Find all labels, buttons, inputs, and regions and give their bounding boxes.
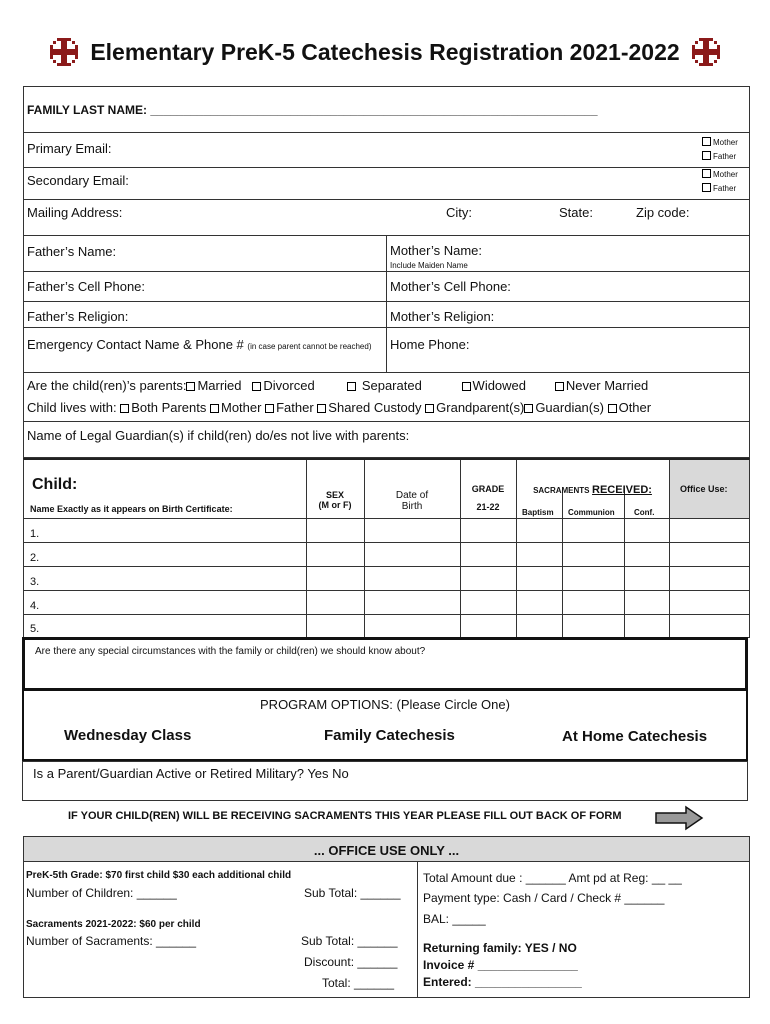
option-label: Father: [713, 152, 737, 161]
secondary-email-field[interactable]: Secondary Email:: [27, 173, 129, 188]
page-title: Elementary PreK-5 Catechesis Registration 2021-2022: [90, 38, 680, 65]
total-due-field[interactable]: Total Amount due : ______ Amt pd at Reg: __ __: [423, 871, 682, 885]
sub-total-2-field[interactable]: Sub Total: ______: [301, 934, 398, 948]
checkbox-icon[interactable]: [265, 404, 274, 413]
checkbox-icon: [702, 137, 711, 146]
mailing-address-field[interactable]: Mailing Address:: [27, 205, 123, 220]
mothers-cell-field[interactable]: Mother’s Cell Phone:: [390, 279, 511, 294]
program-at-home-catechesis[interactable]: At Home Catechesis: [562, 728, 708, 745]
special-circumstances-label: Are there any special circumstances with the family or child(ren) we should know about?: [35, 646, 426, 657]
title-bar: [0, 34, 770, 70]
checkbox-icon[interactable]: [252, 382, 261, 391]
lives-with-row: [27, 400, 651, 415]
baptism-header: Baptism: [522, 508, 554, 517]
checkbox-icon[interactable]: [317, 404, 326, 413]
option-label: Father: [713, 184, 737, 193]
entered-field[interactable]: Entered: ________________: [423, 975, 582, 989]
sex-sub-label: (M or F): [318, 500, 352, 510]
child-row-2[interactable]: 2.: [30, 552, 40, 564]
office-use-header-bar: [24, 837, 749, 862]
fathers-cell-field[interactable]: Father’s Cell Phone:: [27, 279, 146, 294]
primary-email-father-option[interactable]: [702, 151, 736, 161]
office-use-title: ... OFFICE USE ONLY ...: [313, 843, 460, 858]
program-wednesday-class[interactable]: Wednesday Class: [64, 727, 192, 744]
num-children-field[interactable]: Number of Children: ______: [26, 886, 177, 900]
office-use-section: [23, 836, 750, 998]
secondary-email-mother-option[interactable]: [702, 169, 738, 179]
secondary-email-father-option[interactable]: [702, 183, 736, 193]
checkbox-icon: [702, 183, 711, 192]
checkbox-icon[interactable]: [555, 382, 564, 391]
jerusalem-cross-icon: [690, 36, 722, 68]
grade-header: [460, 484, 516, 512]
sub-total-1-field[interactable]: Sub Total: ______: [304, 886, 401, 900]
checkbox-icon[interactable]: [347, 382, 356, 391]
grade-fee: PreK-5th Grade: $70 first child $30 each additional child: [26, 870, 292, 881]
received-label: RECEIVED:: [592, 484, 652, 496]
jerusalem-cross-icon: [48, 36, 80, 68]
legal-guardian-field[interactable]: Name of Legal Guardian(s) if child(ren) do/es not live with parents:: [27, 428, 410, 443]
mothers-religion-field[interactable]: Mother’s Religion:: [390, 309, 495, 324]
dob-label: Date of: [395, 490, 429, 501]
option-label: Mother: [713, 170, 738, 179]
emergency-contact-field[interactable]: [27, 337, 371, 352]
sacraments-fee: Sacraments 2021-2022: $60 per child: [26, 919, 201, 930]
right-arrow-icon: [654, 805, 704, 831]
option-never-married: Never Married: [565, 378, 649, 393]
sacraments-header: [516, 484, 669, 496]
option-divorced: Divorced: [263, 378, 315, 393]
communion-header: Communion: [568, 508, 615, 517]
lives-with-label: Child lives with:: [27, 400, 117, 415]
parents-status-label: Are the child(ren)’s parents:: [27, 378, 187, 393]
sacraments-label: SACRAMENTS: [533, 486, 590, 495]
program-options-section: [22, 691, 748, 761]
city-field[interactable]: City:: [446, 205, 472, 220]
special-circumstances-box[interactable]: [22, 637, 748, 691]
family-last-name-field[interactable]: FAMILY LAST NAME: ___________________________________________________________________: [27, 103, 598, 117]
home-phone-field[interactable]: Home Phone:: [390, 337, 470, 352]
option-widowed: Widowed: [472, 378, 527, 393]
military-section: [22, 761, 748, 801]
option-shared-custody: Shared Custody: [328, 400, 422, 415]
grade-label: GRADE: [471, 484, 505, 494]
checkbox-icon[interactable]: [425, 404, 434, 413]
returning-family-field[interactable]: Returning family: YES / NO: [423, 941, 577, 955]
child-row-3[interactable]: 3.: [30, 576, 40, 588]
checkbox-icon[interactable]: [120, 404, 129, 413]
dob-sub-label: Birth: [401, 501, 423, 512]
checkbox-icon: [702, 169, 711, 178]
emergency-contact-label: Emergency Contact Name & Phone #: [27, 337, 244, 352]
primary-email-field[interactable]: Primary Email:: [27, 141, 112, 156]
checkbox-icon[interactable]: [608, 404, 617, 413]
emergency-note: (in case parent cannot be reached): [247, 342, 372, 351]
invoice-field[interactable]: Invoice # _______________: [423, 958, 578, 972]
fathers-religion-field[interactable]: Father’s Religion:: [27, 309, 129, 324]
primary-email-mother-option[interactable]: [702, 137, 738, 147]
option-guardians: Guardian(s): [535, 400, 604, 415]
fathers-name-field[interactable]: Father’s Name:: [27, 244, 117, 259]
option-married: Married: [197, 378, 242, 393]
option-other: Other: [618, 400, 652, 415]
sacraments-notice: IF YOUR CHILD(REN) WILL BE RECEIVING SACRAMENTS THIS YEAR PLEASE FILL OUT BACK OF FORM: [68, 810, 622, 822]
conf-header: Conf.: [634, 508, 655, 517]
office-use-header: Office Use:: [680, 484, 728, 494]
military-question[interactable]: Is a Parent/Guardian Active or Retired Military? Yes No: [33, 766, 349, 781]
child-table: [23, 458, 750, 638]
option-father: Father: [276, 400, 314, 415]
child-name-note: Name Exactly as it appears on Birth Certificate:: [30, 504, 233, 514]
state-field[interactable]: State:: [559, 205, 593, 220]
parents-status-row: [27, 378, 648, 393]
total-field[interactable]: Total: ______: [322, 976, 395, 990]
option-mother: Mother: [221, 400, 262, 415]
option-label: Mother: [713, 138, 738, 147]
program-family-catechesis[interactable]: Family Catechesis: [324, 727, 455, 744]
child-row-1[interactable]: 1.: [30, 528, 40, 540]
checkbox-icon: [702, 151, 711, 160]
maiden-name-note: Include Maiden Name: [390, 261, 468, 270]
payment-type-field[interactable]: Payment type: Cash / Card / Check # ______: [423, 891, 665, 905]
child-header: Child:: [32, 476, 78, 493]
checkbox-icon[interactable]: [186, 382, 195, 391]
checkbox-icon[interactable]: [210, 404, 219, 413]
sex-label: SEX: [325, 490, 344, 500]
mothers-name-field[interactable]: Mother’s Name:: [390, 243, 482, 258]
grade-sub-label: 21-22: [476, 502, 500, 512]
option-both-parents: Both Parents: [131, 400, 207, 415]
child-row-5[interactable]: 5.: [30, 623, 40, 635]
checkbox-icon[interactable]: [524, 404, 533, 413]
dob-header: [364, 490, 460, 512]
discount-field[interactable]: Discount: ______: [304, 955, 398, 969]
option-grandparents: Grandparent(s): [436, 400, 525, 415]
num-sacraments-field[interactable]: Number of Sacraments: ______: [26, 934, 197, 948]
child-row-4[interactable]: 4.: [30, 600, 40, 612]
zip-field[interactable]: Zip code:: [636, 205, 690, 220]
bal-field[interactable]: BAL: _____: [423, 912, 486, 926]
sex-header: [306, 490, 364, 510]
program-options-title: PROGRAM OPTIONS: (Please Circle One): [260, 697, 510, 712]
checkbox-icon[interactable]: [462, 382, 471, 391]
family-info-section: [23, 86, 750, 458]
option-separated: Separated: [361, 378, 422, 393]
